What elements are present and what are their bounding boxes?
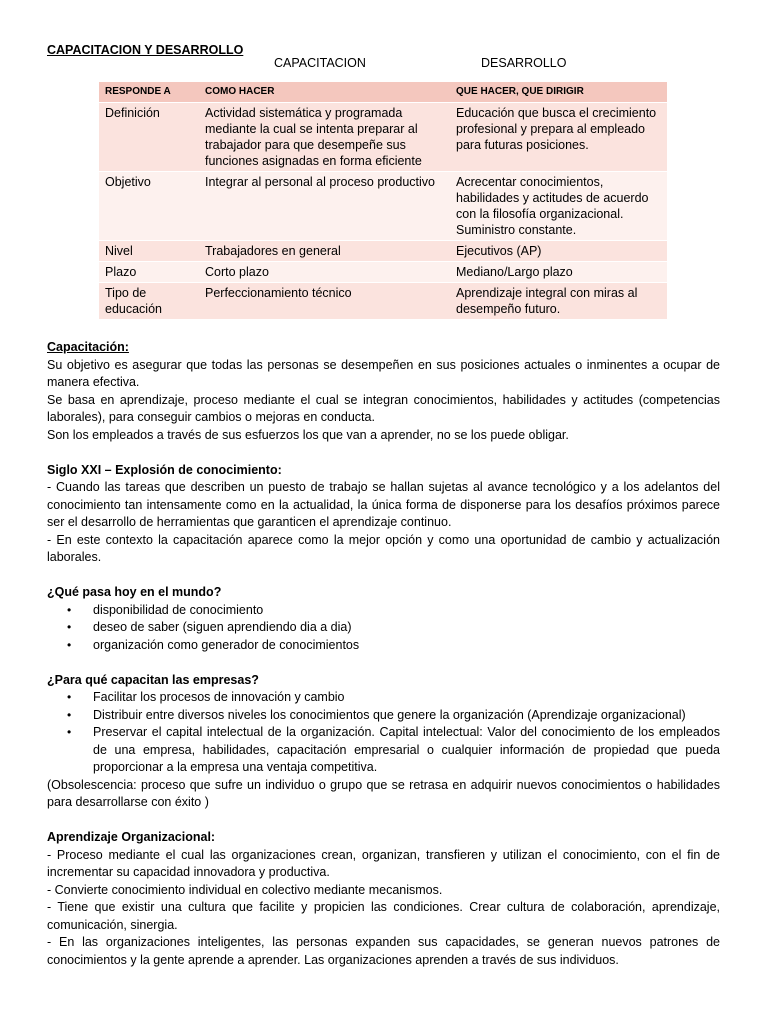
list-item: • disponibilidad de conocimiento xyxy=(93,602,720,620)
section-heading-aprendizaje: Aprendizaje Organizacional: xyxy=(47,830,216,844)
table-cell: Plazo xyxy=(99,262,199,283)
paragraph: - Proceso mediante el cual las organizaciones crean, organizan, transfieren y utilizan el conocimiento, con el fin de incrementar su capacidad innovadora y productiva. xyxy=(47,847,720,879)
table-cell: Trabajadores en general xyxy=(199,241,450,262)
paragraph: - Cuando las tareas que describen un puesto de trabajo se hallan sujetas al avance tecnológico y a los adelantos del conocimiento tan intensamente como en la actualidad, la única forma de disponerse para los desafíos próximos parece ser el desarrollo de herramientas que garanticen el aprendizaje continuo. xyxy=(47,480,720,529)
section-heading-para-que: ¿Para qué capacitan las empresas? xyxy=(47,672,259,687)
note-obsolescencia: (Obsolescencia: proceso que sufre un individuo o grupo que se retrasa en adquirir nuevos conocimientos o habilidades para desarrollarse con éxito ) xyxy=(47,777,720,809)
comparison-table xyxy=(99,82,667,319)
column-heading-desarrollo: DESARROLLO xyxy=(481,56,567,70)
paragraph: Su objetivo es asegurar que todas las personas se desempeñen en sus posiciones actuales o inminentes a ocupar de manera efectiva. xyxy=(47,357,720,389)
bullet-icon: • xyxy=(67,637,72,652)
bullet-list-mundo xyxy=(47,602,720,655)
paragraph: Son los empleados a través de sus esfuerzos los que van a aprender, no se los puede obligar. xyxy=(47,427,569,442)
bullet-icon: • xyxy=(67,725,72,739)
section-heading-siglo-xxi: Siglo XXI – Explosión de conocimiento: xyxy=(47,462,282,477)
paragraph: Se basa en aprendizaje, proceso mediante el cual se integran conocimientos, habilidades y actitudes (competencias laborales), para conseguir cambios o mejoras en conducta. xyxy=(47,392,720,424)
header-responde-a: RESPONDE A xyxy=(99,82,199,103)
section-heading-capacitacion: Capacitación: xyxy=(47,340,129,354)
table-row xyxy=(99,262,667,283)
table-cell: Corto plazo xyxy=(199,262,450,283)
table-header-row xyxy=(99,82,667,103)
table-cell: Ejecutivos (AP) xyxy=(450,241,667,262)
paragraph: - Tiene que existir una cultura que facilite y propicien las condiciones. Crear cultura de colaboración, aprendizaje, comunicación, sinergia. xyxy=(47,900,720,932)
column-heading-capacitacion: CAPACITACION xyxy=(274,56,366,70)
table-cell: Perfeccionamiento técnico xyxy=(199,283,450,320)
table-cell: Educación que busca el crecimiento profesional y prepara al empleado para futuras posiciones. xyxy=(450,103,667,172)
table-cell: Integrar al personal al proceso productivo xyxy=(199,172,450,241)
paragraph: - Convierte conocimiento individual en colectivo mediante mecanismos. xyxy=(47,882,443,897)
list-item: • Distribuir entre diversos niveles los conocimientos que genere la organización (Aprendizaje organizacional) xyxy=(93,707,720,725)
table-cell: Nivel xyxy=(99,241,199,262)
table-cell: Actividad sistemática y programada mediante la cual se intenta preparar al trabajador para que desempeñe sus funciones asignadas en forma eficiente xyxy=(199,103,450,172)
paragraph: - En las organizaciones inteligentes, las personas expanden sus capacidades, se generan nuevos patrones de conocimientos y la gente aprende a aprender. Las organizaciones aprenden a través de sus individuos. xyxy=(47,935,720,967)
table-cell: Objetivo xyxy=(99,172,199,241)
table-row xyxy=(99,172,667,241)
list-item: • Preservar el capital intelectual de la organización. Capital intelectual: Valor del conocimiento de los empleados de una empresa, habilidades, capacitación empresarial o cualquier información de propiedad que pueda proporcionar a la empresa una ventaja competitiva. xyxy=(67,725,720,774)
bullet-icon: • xyxy=(67,620,72,634)
table-row xyxy=(99,103,667,172)
table-row xyxy=(99,283,667,320)
table-cell: Definición xyxy=(99,103,199,172)
list-item: • Facilitar los procesos de innovación y cambio xyxy=(93,689,720,707)
bullet-icon: • xyxy=(67,602,72,617)
header-como-hacer: COMO HACER xyxy=(199,82,450,103)
table-cell: Tipo de educación xyxy=(99,283,199,320)
section-heading-mundo: ¿Qué pasa hoy en el mundo? xyxy=(47,585,222,599)
list-item: • organización como generador de conocimientos xyxy=(93,637,720,655)
document-body xyxy=(47,339,720,969)
table-cell: Aprendizaje integral con miras al desempeño futuro. xyxy=(450,283,667,320)
header-que-hacer: QUE HACER, QUE DIRIGIR xyxy=(450,82,667,103)
table-cell: Mediano/Largo plazo xyxy=(450,262,667,283)
table-cell: Acrecentar conocimientos, habilidades y actitudes de acuerdo con la filosofía organizacional. Suministro constante. xyxy=(450,172,667,241)
list-item: • deseo de saber (siguen aprendiendo dia a dia) xyxy=(93,619,720,637)
bullet-list-para-que xyxy=(47,689,720,777)
bullet-icon: • xyxy=(67,690,72,704)
bullet-icon: • xyxy=(67,707,72,722)
paragraph: - En este contexto la capacitación aparece como la mejor opción y como una oportunidad de cambio y actualización laborales. xyxy=(47,532,720,564)
document-title: CAPACITACION Y DESARROLLO xyxy=(47,43,244,57)
table-row xyxy=(99,241,667,262)
